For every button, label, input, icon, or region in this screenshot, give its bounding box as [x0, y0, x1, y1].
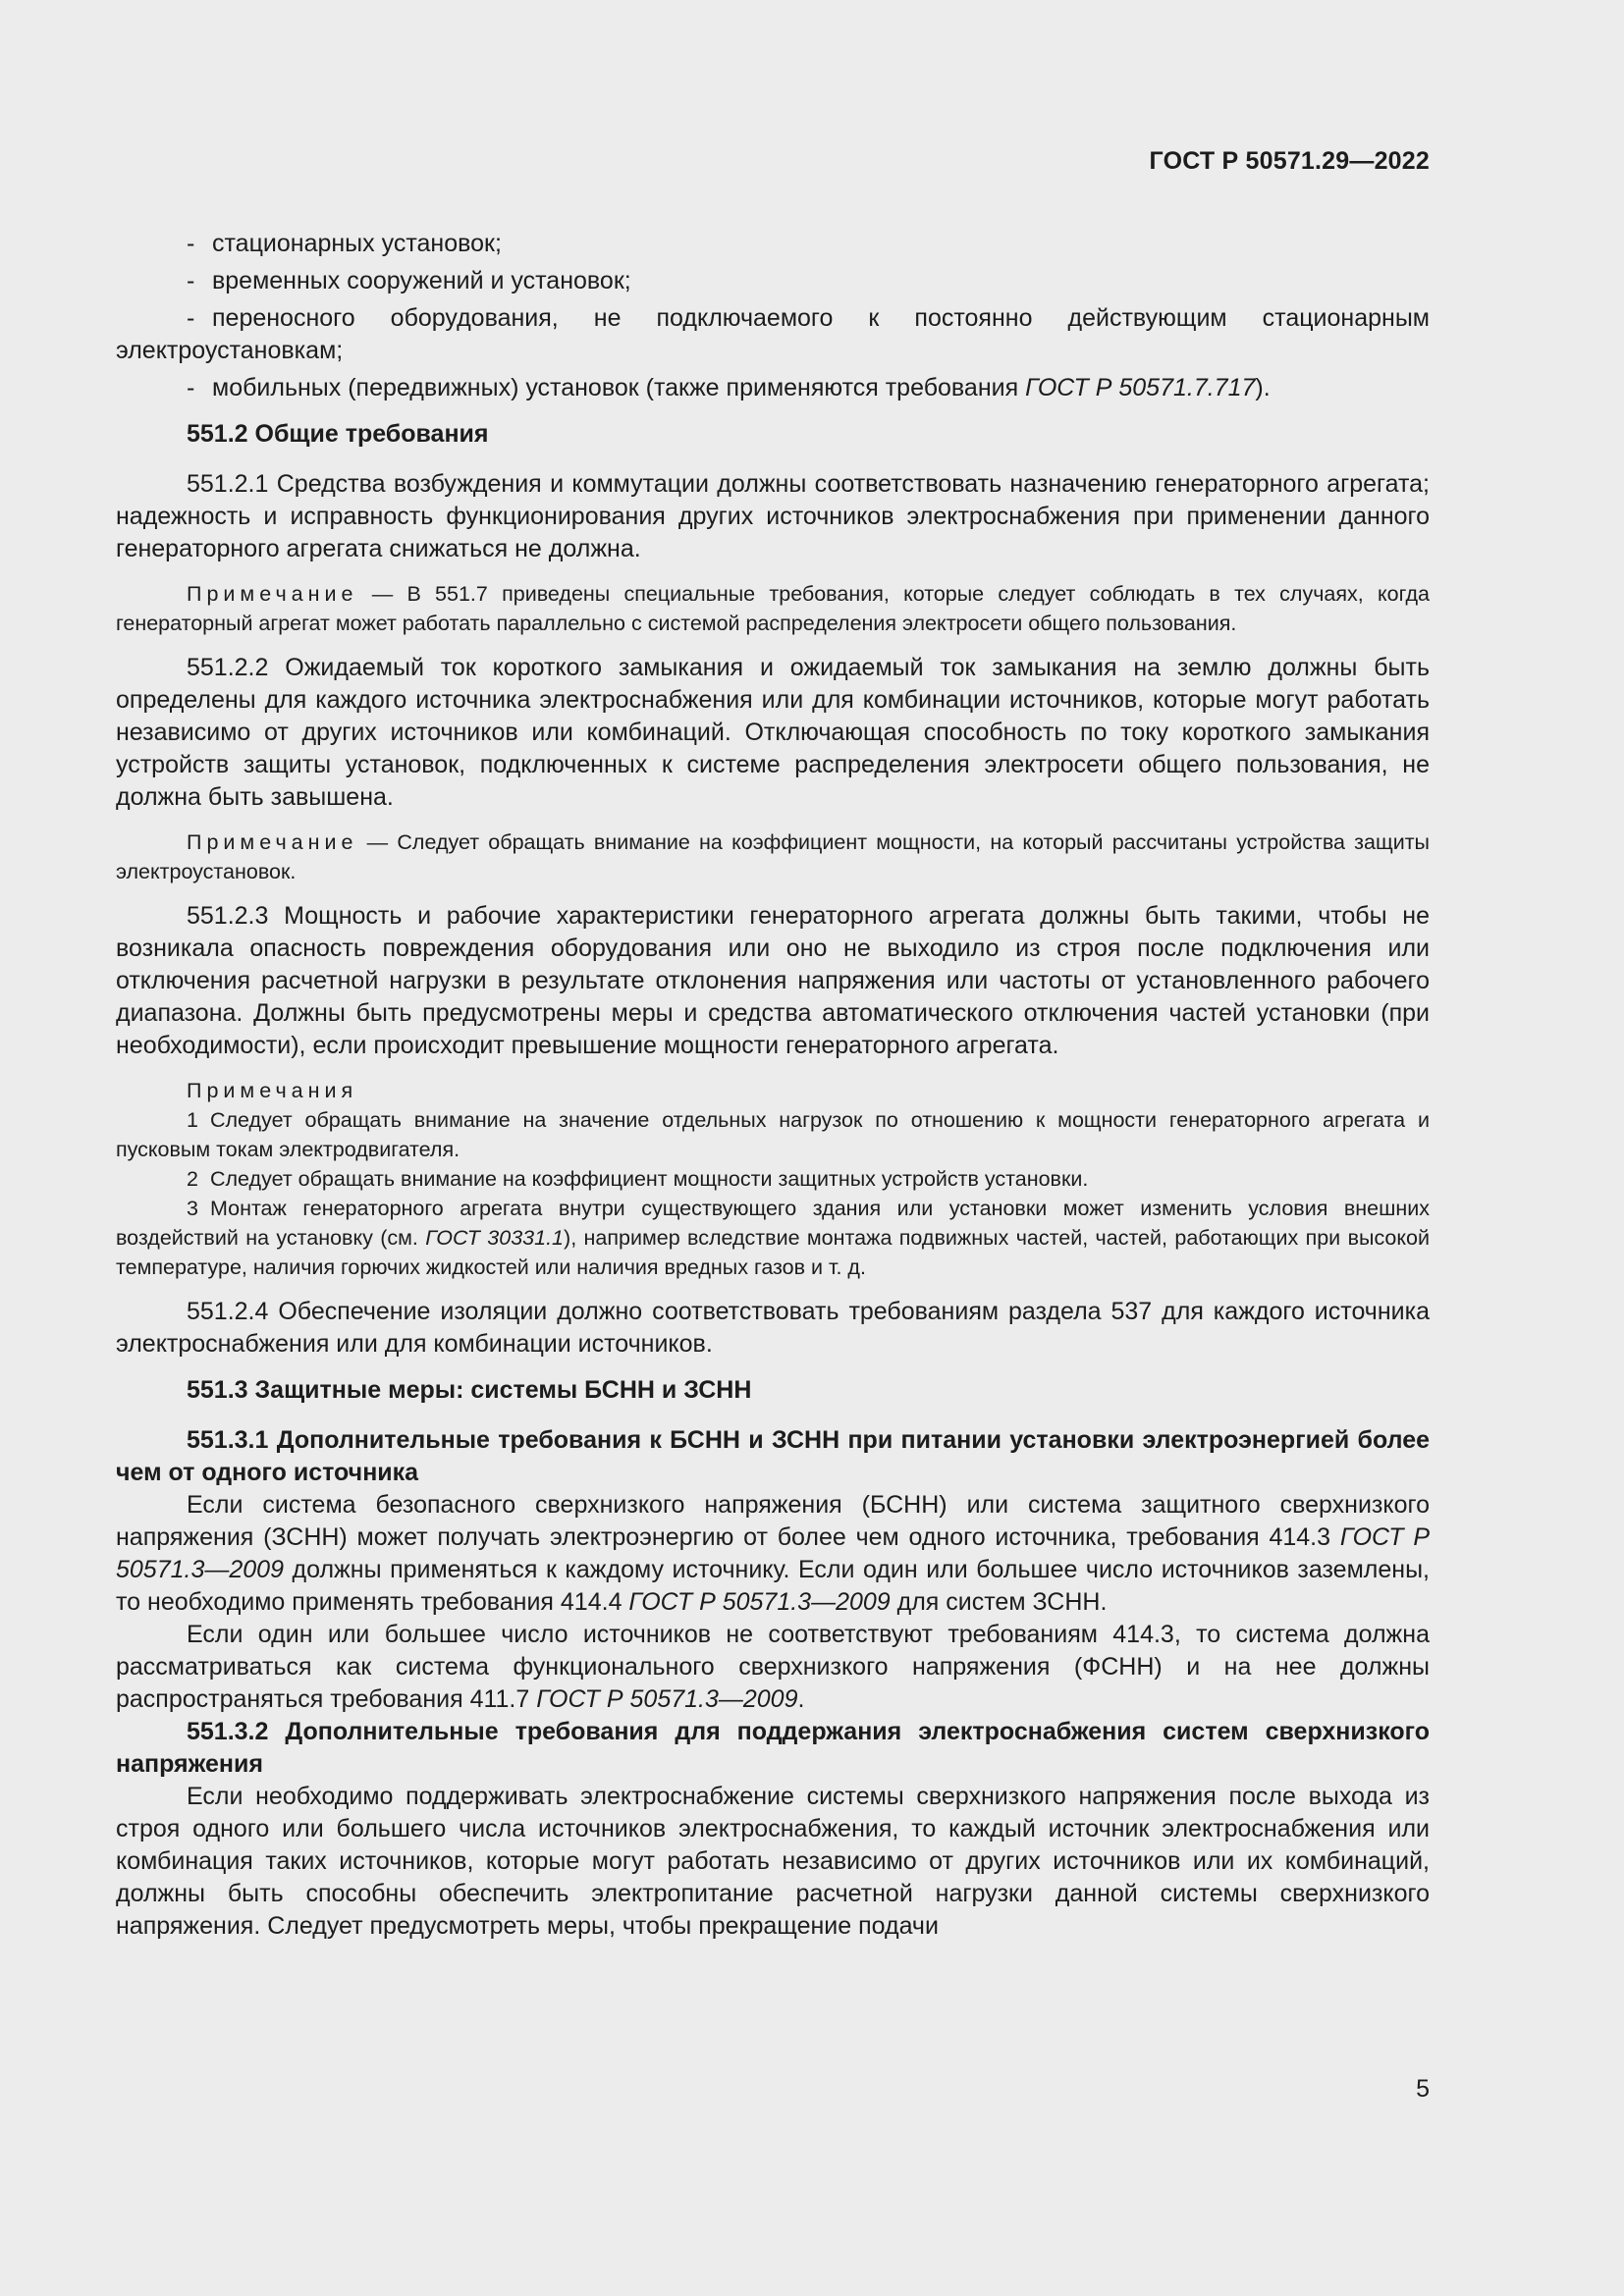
list-item-text: переносного оборудования, не подключаемого к постоянно действующим стационарным электроустановкам; — [116, 304, 1430, 364]
dash-marker: - — [187, 230, 195, 257]
list-item — [116, 372, 1430, 404]
note-text: — В 551.7 приведены специальные требования, которые следует соблюдать в тех случаях, когда генераторный агрегат может работать параллельно с системой распределения электросети общего пользования. — [116, 582, 1430, 635]
paragraph: 551.2.1 Средства возбуждения и коммутации должны соответствовать назначению генераторного агрегата; надежность и исправность функционирования других источников электроснабжения при применении данного генераторного агрегата снижаться не должна. — [116, 470, 1430, 562]
dash-marker: - — [187, 304, 195, 332]
note-text: Следует обращать внимание на значение отдельных нагрузок по отношению к мощности генераторного агрегата и пусковым токам электродвигателя. — [116, 1108, 1430, 1161]
note-item — [116, 1164, 1430, 1194]
paragraph: Если необходимо поддерживать электроснабжение системы сверхнизкого напряжения после выхода из строя одного или большего числа источников электроснабжения, то каждый источник электроснабжения или комбинация таких источников, которые могут работать независимо от других источников или их комбинаций, должны быть способны обеспечить электропитание расчетной нагрузки данной системы сверхнизкого напряжения. Следует предусмотреть меры, чтобы прекращение подачи — [116, 1783, 1430, 1940]
document-body — [116, 228, 1430, 1943]
note-text: — Следует обращать внимание на коэффициент мощности, на который рассчитаны устройства защиты электроустановок. — [116, 830, 1430, 883]
list-item — [116, 302, 1430, 367]
standard-reference: ГОСТ Р 50571.3—2009 — [628, 1588, 891, 1616]
note-label: Примечание — [187, 582, 358, 606]
note — [116, 828, 1430, 886]
note-item — [116, 1105, 1430, 1164]
note-number: 1 — [187, 1108, 198, 1132]
paragraph-text: Если один или большее число источников не соответствуют требованиям 414.3, то система должна рассматриваться как система функционального сверхнизкого напряжения (ФСНН) и на нее должны распространяться требования 411.7 — [116, 1621, 1430, 1713]
list-item-text: стационарных установок; — [212, 230, 502, 257]
note — [116, 579, 1430, 638]
paragraph: 551.2.2 Ожидаемый ток короткого замыкания и ожидаемый ток замыкания на землю должны быть определены для каждого источника электроснабжения или для комбинации источников, которые могут работать независимо от других источников или комбинаций. Отключающая способность по току короткого замыкания устройств защиты установок, подключенных к системе распределения электросети общего пользования, не должна быть завышена. — [116, 654, 1430, 811]
subsection-heading: 551.3.2 Дополнительные требования для поддержания электроснабжения систем сверхнизкого напряжения — [116, 1718, 1430, 1778]
paragraph-text: Если система безопасного сверхнизкого напряжения (БСНН) или система защитного сверхнизкого напряжения (ЗСНН) может получать электроэнергию от более чем одного источника, требования 414.3 — [116, 1491, 1430, 1551]
standard-reference: ГОСТ Р 50571.3—2009 — [536, 1685, 798, 1713]
paragraph: 551.2.4 Обеспечение изоляции должно соответствовать требованиям раздела 537 для каждого источника электроснабжения или для комбинации источников. — [116, 1298, 1430, 1358]
paragraph-text: должны применяться к каждому источнику. Если один или большее число источников заземлены, то необходимо применять требования 414.4 — [116, 1556, 1430, 1616]
standard-reference: ГОСТ Р 50571.3—2009 — [116, 1523, 1430, 1583]
note-text: Следует обращать внимание на коэффициент мощности защитных устройств установки. — [209, 1167, 1089, 1191]
list-item-text: мобильных (передвижных) установок (также применяются требования — [212, 374, 1026, 401]
list-item — [116, 228, 1430, 260]
list-item-text: ). — [1255, 374, 1271, 401]
subsection-heading: 551.3.1 Дополнительные требования к БСНН и ЗСНН при питании установки электроэнергией более чем от одного источника — [116, 1426, 1430, 1486]
note-text: Монтаж генераторного агрегата внутри существующего здания или установки может изменить условия внешних воздействий на установку (см. — [116, 1197, 1430, 1250]
list-item — [116, 265, 1430, 297]
standard-reference: ГОСТ 30331.1 — [425, 1226, 565, 1250]
section-heading: 551.3 Защитные меры: системы БСНН и ЗСНН — [187, 1376, 752, 1404]
paragraph — [116, 1489, 1430, 1619]
dash-marker: - — [187, 374, 195, 401]
note-label: Примечания — [187, 1079, 358, 1102]
dash-marker: - — [187, 267, 195, 294]
note-item — [116, 1194, 1430, 1282]
paragraph-text: . — [797, 1685, 805, 1713]
document-header: ГОСТ Р 50571.29—2022 — [1149, 147, 1430, 175]
page-number: 5 — [1416, 2075, 1430, 2103]
paragraph — [116, 1619, 1430, 1716]
notes-label — [116, 1076, 1430, 1105]
section-heading: 551.2 Общие требования — [187, 420, 489, 448]
paragraph: 551.2.3 Мощность и рабочие характеристики генераторного агрегата должны быть такими, чтобы не возникала опасность повреждения оборудования или оно не выходило из строя после подключения или отключения расчетной нагрузки в результате отклонения напряжения или частоты от установленного рабочего диапазона. Должны быть предусмотрены меры и средства автоматического отключения частей установки (при необходимости), если происходит превышение мощности генераторного агрегата. — [116, 902, 1430, 1059]
note-text: ), например вследствие монтажа подвижных частей, частей, работающих при высокой температуре, наличия горючих жидкостей или наличия вредных газов и т. д. — [116, 1226, 1431, 1279]
paragraph-text: для систем ЗСНН. — [890, 1588, 1108, 1616]
standard-reference: ГОСТ Р 50571.7.717 — [1025, 374, 1256, 401]
list-item-text: временных сооружений и установок; — [212, 267, 631, 294]
note-label: Примечание — [187, 830, 358, 854]
note-number: 3 — [187, 1197, 198, 1220]
note-number: 2 — [187, 1167, 198, 1191]
